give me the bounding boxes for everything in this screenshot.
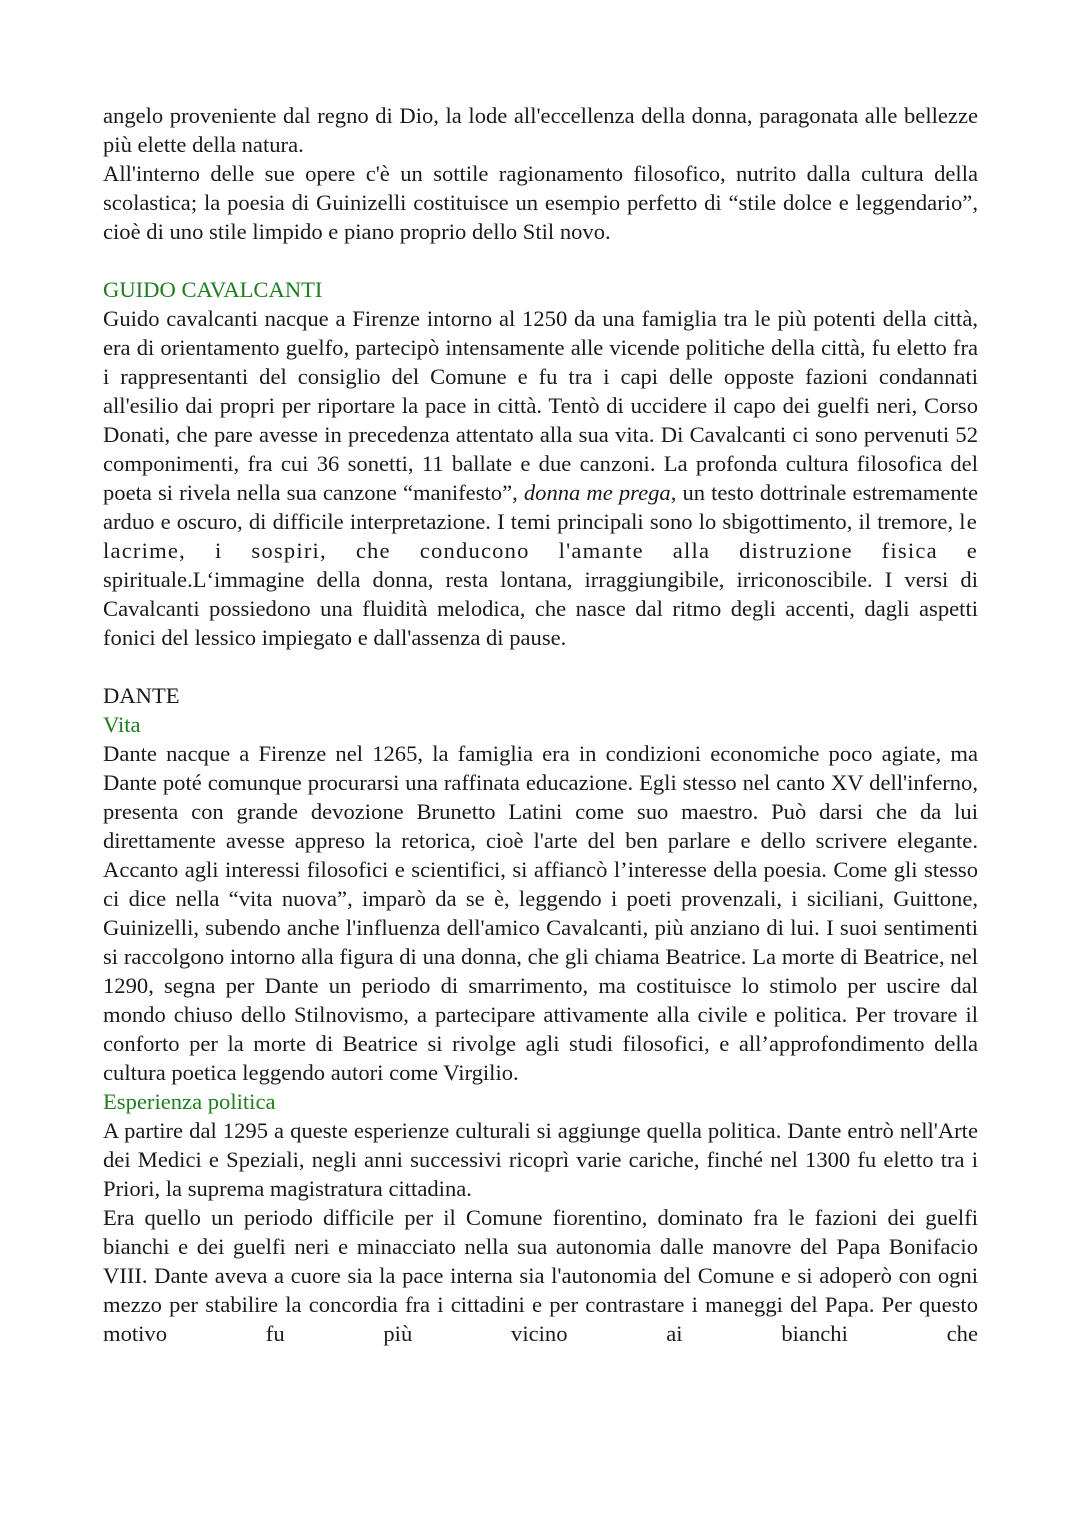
subheading-vita: Vita xyxy=(103,712,141,737)
vita-paragraph: Dante nacque a Firenze nel 1265, la famiglia era in condizioni economiche poco agiate, ma Dante poté comunque procurarsi una raffinata educazione. Egli stesso nel canto XV dell'inferno, presenta con grande devozione Brunetto Latini come suo maestro. Può darsi che da lui direttamente avesse appreso la retorica, cioè l'arte del ben parlare e dello scrivere elegante. Accanto agli interessi filosofici e scientifici, si affiancò l’interesse della poesia. Come gli stesso ci dice nella “vita nuova”, imparò da se è, leggendo i poeti provenzali, i siciliani, Guittone, Guinizelli, subendo anche l'influenza dell'amico Cavalcanti, più anziano di lui. I suoi sentimenti si raccolgono intorno alla figura di una donna, che gli chiama Beatrice. La morte di Beatrice, nel 1290, segna per Dante un periodo di smarrimento, ma costituisce lo stimolo per uscire dal mondo chiuso dello Stilnovismo, a partecipare attivamente alla civile e politica. Per trovare il conforto per la morte di Beatrice si rivolge agli studi filosofici, e all’approfondimento della cultura poetica leggendo autori come Virgilio. xyxy=(103,741,978,1085)
spacer xyxy=(103,246,978,275)
cavalcanti-text-part-2: , un testo dottrinale estremamente arduo e oscuro, di difficile interpretazione. I temi principali sono lo sbigottimento, il tremore, xyxy=(103,480,979,534)
cavalcanti-text-part-1: Guido cavalcanti nacque a Firenze intorno al 1250 da una famiglia tra le più potenti della città, era di orientamento guelfo, partecipò intensamente alle vicende politiche della città, fu eletto fra i rappresentanti del consiglio del Comune e fu tra i capi delle opposte fazioni condannati all'esilio dai propri per riportare la pace in città. Tentò di uccidere il capo dei guelfi neri, Corso Donati, che pare avesse in precedenza attentato alla sua vita. Di Cavalcanti ci sono pervenuti 52 componimenti, fra cui 36 sonetti, 11 ballate e due canzoni. La profonda cultura filosofica del poeta si rivela nella sua canzone “manifesto”, xyxy=(103,306,978,505)
document-page xyxy=(103,101,978,1348)
intro-paragraph-2: All'interno delle sue opere c'è un sottile ragionamento filosofico, nutrito dalla cultura della scolastica; la poesia di Guinizelli costituisce un esempio perfetto di “stile dolce e leggendario”, cioè di uno stile limpido e piano proprio dello Stil novo. xyxy=(103,161,978,244)
cavalcanti-italic-title: donna me prega xyxy=(523,480,671,505)
intro-paragraph-1: angelo proveniente dal regno di Dio, la lode all'eccellenza della donna, paragonata alle bellezze più elette della natura. xyxy=(103,103,978,157)
spacer xyxy=(103,652,978,681)
cavalcanti-paragraph xyxy=(103,304,978,652)
politica-paragraph-2: Era quello un periodo difficile per il Comune fiorentino, dominato fra le fazioni dei guelfi bianchi e dei guelfi neri e minacciato nella sua autonomia dalle manovre del Papa Bonifacio VIII. Dante aveva a cuore sia la pace interna sia l'autonomia del Comune e si adoperò con ogni mezzo per stabilire la concordia fra i cittadini e per contrastare i maneggi del Papa. Per questo motivo fu più vicino ai bianchi che xyxy=(103,1205,978,1346)
cavalcanti-text-spaced: le lacrime, i sospiri, che conducono l'amante alla distruzione fisica e xyxy=(103,509,979,563)
cavalcanti-text-part-3: spirituale.L‘immagine della donna, resta lontana, irraggiungibile, irriconoscibile. I versi di Cavalcanti possiedono una fluidità melodica, che nasce dal ritmo degli accenti, dagli aspetti fonici del lessico impiegato e dall'assenza di pause. xyxy=(103,567,978,650)
section-heading-dante: DANTE xyxy=(103,683,180,708)
subheading-esperienza-politica: Esperienza politica xyxy=(103,1089,276,1114)
section-heading-cavalcanti: GUIDO CAVALCANTI xyxy=(103,277,323,302)
politica-paragraph-1: A partire dal 1295 a queste esperienze culturali si aggiunge quella politica. Dante entrò nell'Arte dei Medici e Speziali, negli anni successivi ricoprì varie cariche, finché nel 1300 fu eletto tra i Priori, la suprema magistratura cittadina. xyxy=(103,1118,978,1201)
